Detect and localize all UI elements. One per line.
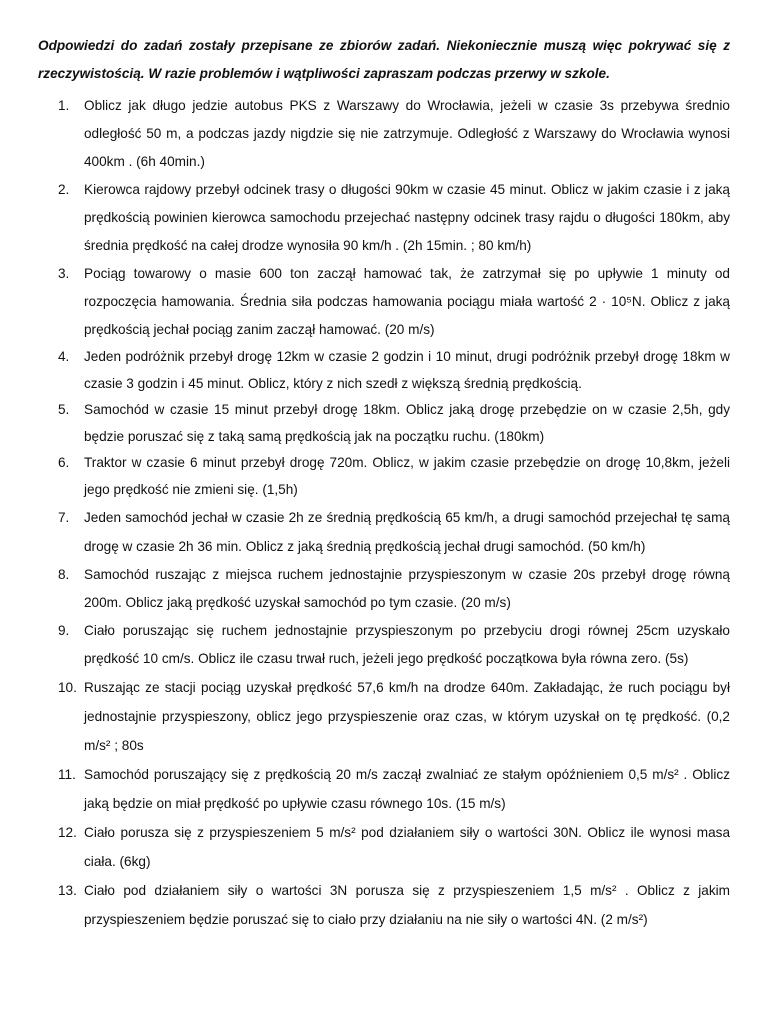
- task-item: [38, 260, 730, 344]
- task-text: Traktor w czasie 6 minut przebył drogę 720m. Oblicz, w jakim czasie przebędzie on drogę 10,8km, jeżeli jego prędkość nie zmieni się. (1,5h): [84, 455, 730, 497]
- task-text: Jeden podróżnik przebył drogę 12km w czasie 2 godzin i 10 minut, drugi podróżnik przebył drogę 18km w czasie 3 godzin i 45 minut. Oblicz, który z nich szedł z większą średnią prędkością.: [84, 349, 730, 391]
- task-number: 6.: [58, 455, 70, 470]
- task-number: 1.: [58, 98, 70, 113]
- task-number: 7.: [58, 510, 70, 525]
- task-item: [38, 344, 730, 397]
- task-number: 8.: [58, 567, 70, 582]
- task-text: Jeden samochód jechał w czasie 2h ze średnią prędkością 65 km/h, a drugi samochód przejechał tę samą drogę w czasie 2h 36 min. Oblicz z jaką średnią prędkością jechał drugi samochód. (50 km/h): [84, 510, 730, 554]
- task-number: 4.: [58, 349, 70, 364]
- task-item: [38, 617, 730, 673]
- task-text: Kierowca rajdowy przebył odcinek trasy o długości 90km w czasie 45 minut. Oblicz w jakim czasie i z jaką prędkością powinien kierowca samochodu przejechać następny odcinek trasy rajdu o długości 180km, aby średnia prędkość na całej drodze wynosiła 90 km/h . (2h 15min. ; 80 km/h): [84, 182, 730, 253]
- task-text: Samochód ruszając z miejsca ruchem jednostajnie przyspieszonym w czasie 20s przebył drogę równą 200m. Oblicz jaką prędkość uzyskał samochód po tym czasie. (20 m/s): [84, 567, 730, 610]
- task-text: Ciało pod działaniem siły o wartości 3N porusza się z przyspieszeniem 1,5 m/s² . Oblicz z jakim przyspieszeniem będzie poruszać się to ciało przy działaniu na nie siły o wartości 4N. (2 m/s²): [84, 883, 730, 927]
- task-number: 13.: [58, 883, 77, 898]
- task-text: Oblicz jak długo jedzie autobus PKS z Warszawy do Wrocławia, jeżeli w czasie 3s przebywa średnio odległość 50 m, a podczas jazdy nigdzie się nie zatrzymuje. Odległość z Warszawy do Wrocławia wynosi 400km . (6h 40min.): [84, 98, 730, 169]
- task-item: [38, 876, 730, 934]
- task-item: [38, 176, 730, 260]
- task-item: [38, 760, 730, 818]
- task-number: 5.: [58, 402, 70, 417]
- task-number: 11.: [58, 767, 76, 782]
- task-text: Ciało poruszając się ruchem jednostajnie przyspieszonym po przebyciu drogi równej 25cm uzyskało prędkość 10 cm/s. Oblicz ile czasu trwał ruch, jeżeli jego prędkość początkowa była równa zero. (5s): [84, 623, 730, 666]
- task-item: [38, 673, 730, 760]
- task-text: Samochód w czasie 15 minut przebył drogę 18km. Oblicz jaką drogę przebędzie on w czasie 2,5h, gdy będzie poruszać się z taką samą prędkością jak na początku ruchu. (180km): [84, 402, 730, 444]
- task-number: 9.: [58, 623, 70, 638]
- task-text: Ciało porusza się z przyspieszeniem 5 m/s² pod działaniem siły o wartości 30N. Oblicz ile wynosi masa ciała. (6kg): [84, 825, 730, 869]
- task-list: [38, 92, 730, 934]
- task-number: 10.: [58, 680, 77, 695]
- task-item: [38, 92, 730, 176]
- task-number: 3.: [58, 266, 70, 281]
- task-item: [38, 450, 730, 503]
- intro-note: Odpowiedzi do zadań zostały przepisane ze zbiorów zadań. Niekoniecznie muszą więc pokrywać się z rzeczywistością. W razie problemów i wątpliwości zapraszam podczas przerwy w szkole.: [38, 38, 730, 81]
- task-number: 2.: [58, 182, 70, 197]
- task-text: Pociąg towarowy o masie 600 ton zaczął hamować tak, że zatrzymał się po upływie 1 minuty od rozpoczęcia hamowania. Średnia siła podczas hamowania pociągu miała wartość 2 · 10⁵N. Oblicz z jaką prędkością jechał pociąg zanim zaczął hamować. (20 m/s): [84, 266, 730, 337]
- task-item: [38, 503, 730, 561]
- task-text: Samochód poruszający się z prędkością 20 m/s zaczął zwalniać ze stałym opóźnieniem 0,5 m/s² . Oblicz jaką będzie on miał prędkość po upływie czasu równego 10s. (15 m/s): [84, 767, 730, 811]
- task-item: [38, 397, 730, 450]
- task-item: [38, 818, 730, 876]
- task-text: Ruszając ze stacji pociąg uzyskał prędkość 57,6 km/h na drodze 640m. Zakładając, że ruch pociągu był jednostajnie przyspieszony, oblicz jego przyspieszenie oraz czas, w którym uzyskał on tę prędkość. (0,2 m/s² ; 80s: [84, 680, 730, 753]
- task-item: [38, 561, 730, 617]
- task-number: 12.: [58, 825, 77, 840]
